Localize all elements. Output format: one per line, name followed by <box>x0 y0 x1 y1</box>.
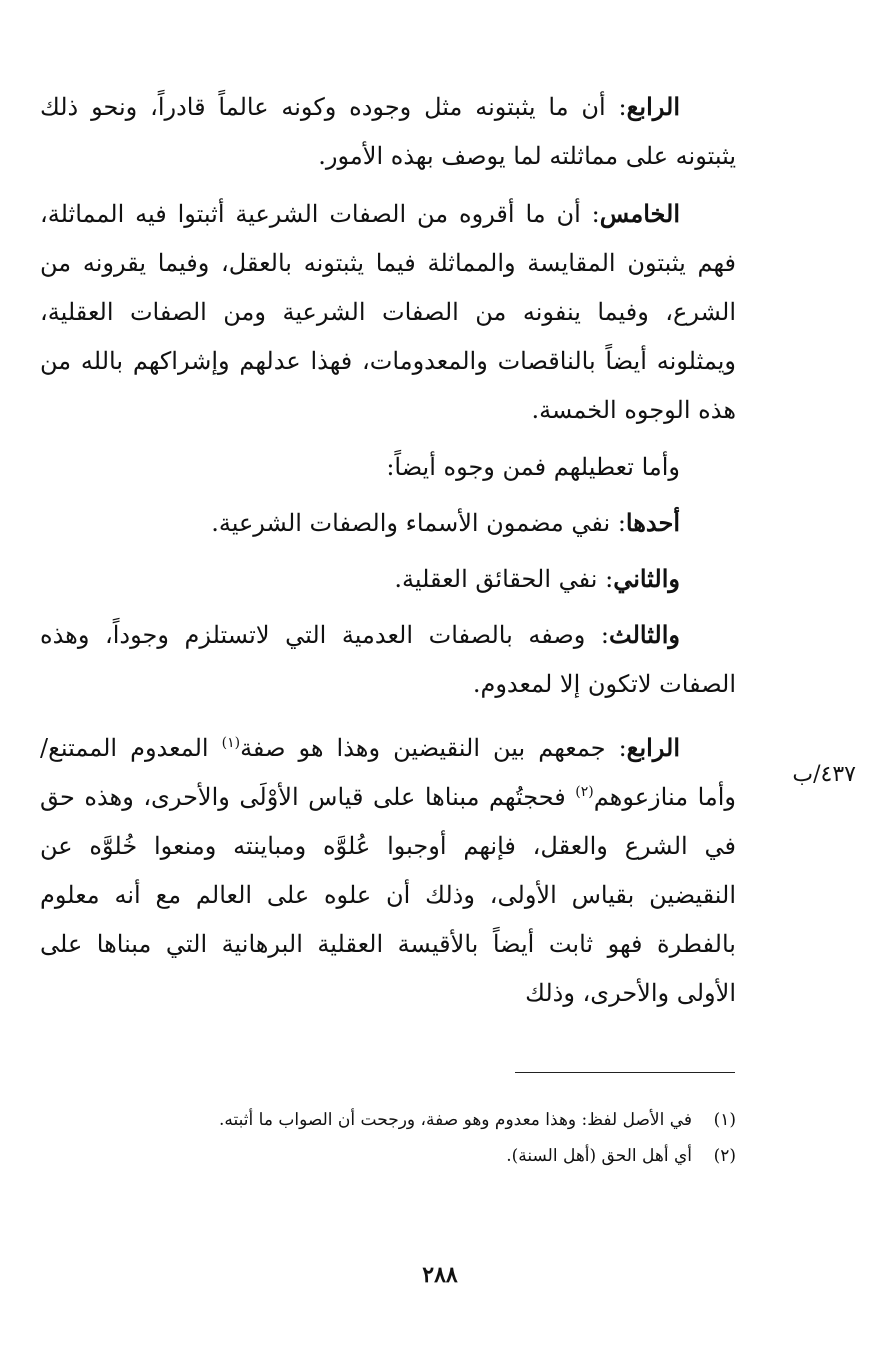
footnote-ref[interactable]: (١) <box>221 735 241 751</box>
heading-separator: : <box>605 93 627 121</box>
footnote-separator <box>515 1072 735 1073</box>
paragraph-body: وصفه بالصفات العدمية التي لاتستلزم وجوداً، وهذه الصفات لاتكون إلا لمعدوم. <box>40 621 736 698</box>
footnote <box>60 1138 736 1174</box>
main-text <box>40 82 736 1026</box>
footnote-text: في الأصل لفظ: وهذا معدوم وهو صفة، ورجحت أن الصواب ما أثبته. <box>219 1110 692 1130</box>
paragraph-body: أن ما أقروه من الصفات الشرعية أثبتوا فيه المماثلة، فهم يثبتون المقايسة والمماثلة فيما يثبتونه بالعقل، وفيما يقرونه من الشرع، وفيما ينفونه من الصفات الشرعية ومن الصفات العقلية، ويمثلونه أيضاً بالناقصات والمعدومات، فهذا عدلهم وإشراكهم بالله من هذه الوجوه الخمسة. <box>40 200 736 424</box>
paragraph-first-point <box>40 498 736 548</box>
paragraph-heading: الخامس <box>599 199 681 228</box>
heading-separator: : <box>580 200 600 228</box>
heading-separator: : <box>597 565 614 593</box>
footnotes <box>60 1102 736 1174</box>
paragraph-heading: والثاني <box>613 564 680 593</box>
paragraph-intro <box>40 443 736 492</box>
paragraph-body: نفي مضمون الأسماء والصفات الشرعية. <box>211 509 611 537</box>
footnote-text: أي أهل الحق (أهل السنة). <box>506 1146 692 1166</box>
paragraph-fifth <box>40 189 736 435</box>
paragraph-third-point <box>40 610 736 709</box>
paragraph-body: جمعهم بين النقيضين وهذا هو صفة <box>240 734 606 762</box>
heading-separator: : <box>605 734 627 762</box>
page-number: ٢٨٨ <box>422 1262 458 1288</box>
heading-separator: : <box>585 621 609 649</box>
paragraph-body: أن ما يثبتونه مثل وجوده وكونه عالماً قادراً، ونحو ذلك يثبتونه على مماثلته لما يوصف بهذه الأمور. <box>40 93 736 170</box>
footnote-number: (٢) <box>713 1146 736 1166</box>
paragraph-heading: الرابع <box>626 733 681 762</box>
paragraph-second-point <box>40 554 736 604</box>
paragraph-fourth <box>40 82 736 181</box>
footnote-ref[interactable]: (٢) <box>575 784 594 800</box>
paragraph-body: فحجتُهم مبناها على قياس الأوْلَى والأحرى، وهذه حق في الشرع والعقل، فإنهم أوجبوا عُلوَّه ومباينته ومنعوا خُلوَّه عن النقيضين بقياس الأولى، وذلك أن علوه على العالم مع أنه معلوم بالفطرة فهو ثابت أيضاً بالأقيسة العقلية البرهانية التي مبناها على الأولى والأحرى، وذلك <box>40 783 736 1007</box>
paragraph-heading: والثالث <box>609 620 681 649</box>
paragraph-fourth-point <box>40 723 736 1018</box>
paragraph-heading: أحدها <box>625 508 680 537</box>
heading-separator: : <box>610 509 626 537</box>
paragraph-body: نفي الحقائق العقلية. <box>394 565 598 593</box>
paragraph-body: المعدوم الممتنع/ وأما منازعوهم <box>40 734 736 811</box>
footnote-number: (١) <box>713 1110 736 1130</box>
paragraph-body: وأما تعطيلهم فمن وجوه أيضاً: <box>386 453 680 481</box>
manuscript-folio-marker: ٤٣٧/ب <box>792 762 856 787</box>
footnote <box>60 1102 736 1138</box>
paragraph-heading: الرابع <box>626 92 680 121</box>
